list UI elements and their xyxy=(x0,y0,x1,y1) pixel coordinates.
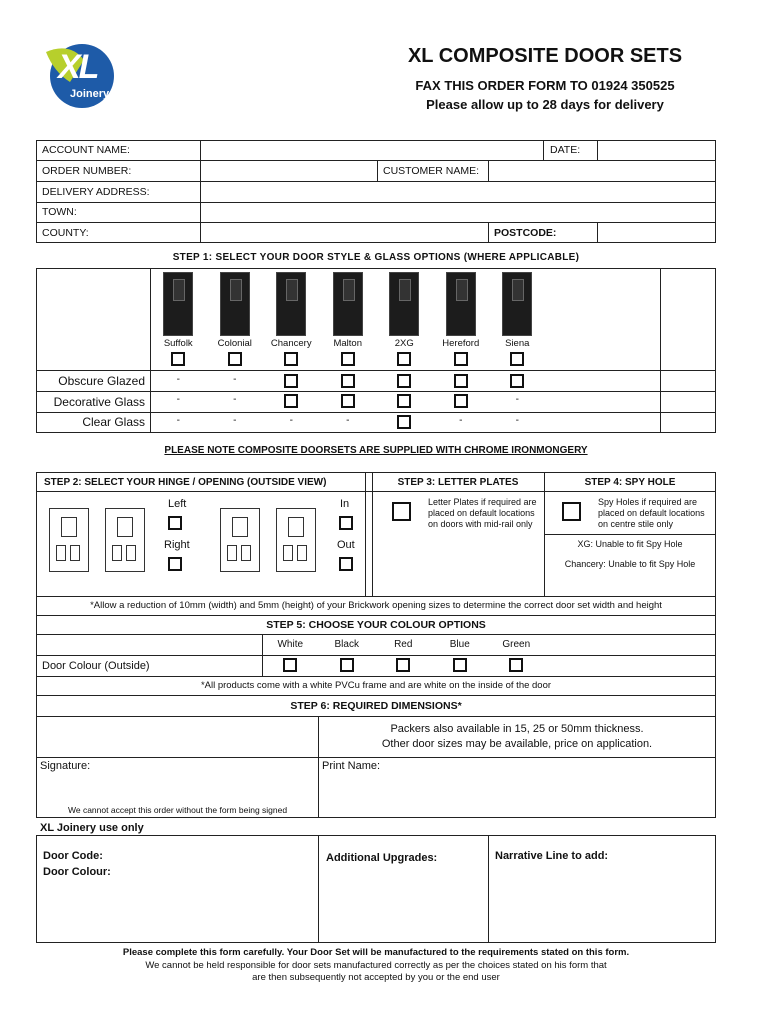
glass-option-checkbox[interactable] xyxy=(341,374,355,388)
colour-option-checkbox[interactable] xyxy=(509,658,523,672)
door-style-image xyxy=(446,272,476,336)
glass-row-label: Clear Glass xyxy=(82,415,145,429)
door-style-image xyxy=(502,272,532,336)
order-number-label: ORDER NUMBER: xyxy=(42,165,132,177)
door-style-checkbox[interactable] xyxy=(284,352,298,366)
glass-option-unavailable: - xyxy=(233,374,237,385)
colour-option-checkbox[interactable] xyxy=(340,658,354,672)
hinge-right-in-checkbox[interactable] xyxy=(339,516,353,530)
spy-hole-checkbox[interactable] xyxy=(562,502,581,521)
glass-option-unavailable: - xyxy=(176,394,180,405)
hinge-right-label: Right xyxy=(164,539,190,551)
logo-text: XL xyxy=(58,48,98,86)
step6-title: STEP 6: REQUIRED DIMENSIONS* xyxy=(290,700,462,712)
step1-title: STEP 1: SELECT YOUR DOOR STYLE & GLASS OPTIONS (WHERE APPLICABLE) xyxy=(172,252,580,263)
logo xyxy=(40,42,120,112)
glass-option-unavailable: - xyxy=(233,394,237,405)
signature-field[interactable] xyxy=(37,775,318,803)
door-style-checkbox[interactable] xyxy=(341,352,355,366)
door-style-label: Malton xyxy=(333,338,362,349)
door-style-checkbox[interactable] xyxy=(454,352,468,366)
door-style-image xyxy=(163,272,193,336)
glass-option-checkbox[interactable] xyxy=(397,374,411,388)
date-label: DATE: xyxy=(550,144,581,156)
step4-title: STEP 4: SPY HOLE xyxy=(584,477,676,488)
door-style-image xyxy=(389,272,419,336)
door-style-checkbox[interactable] xyxy=(171,352,185,366)
glass-option-unavailable: - xyxy=(289,415,293,426)
spy-note-chancery: Chancery: Unable to fit Spy Hole xyxy=(564,559,696,569)
town-field[interactable] xyxy=(201,203,715,222)
colour-option-label: Black xyxy=(334,639,359,650)
colour-option-label: Red xyxy=(394,639,413,650)
spy-hole-text: Spy Holes if required are placed on default locations on centre stile only xyxy=(598,497,705,529)
account-name-label: ACCOUNT NAME: xyxy=(42,144,130,156)
page-title: XL COMPOSITE DOOR SETS xyxy=(407,45,683,67)
postcode-label: POSTCODE: xyxy=(494,227,557,239)
customer-name-label: CUSTOMER NAME: xyxy=(383,165,480,177)
footer-line1: Please complete this form carefully. Your Door Set will be manufactured to the requirements stated on this form. xyxy=(122,947,630,958)
hinge-left-in-checkbox[interactable] xyxy=(168,516,182,530)
door-colour-office-label: Door Colour: xyxy=(43,866,111,878)
postcode-field[interactable] xyxy=(598,223,715,243)
glass-option-checkbox[interactable] xyxy=(284,374,298,388)
delivery-line: Please allow up to 28 days for delivery xyxy=(426,97,664,112)
chrome-note: PLEASE NOTE COMPOSITE DOORSETS ARE SUPPLIED WITH CHROME IRONMONGERY xyxy=(164,445,588,456)
glass-option-checkbox[interactable] xyxy=(454,394,468,408)
logo-sub: Joinery xyxy=(70,88,110,100)
step2-title: STEP 2: SELECT YOUR HINGE / OPENING (OUTSIDE VIEW) xyxy=(44,477,327,488)
footer-line3: are then subsequently not accepted by you or the end user xyxy=(252,972,500,983)
colour-option-checkbox[interactable] xyxy=(453,658,467,672)
hinge-left-out-icon xyxy=(220,508,260,572)
hinge-left-out-checkbox[interactable] xyxy=(168,557,182,571)
door-style-checkbox[interactable] xyxy=(397,352,411,366)
glass-option-checkbox[interactable] xyxy=(510,374,524,388)
delivery-address-field[interactable] xyxy=(201,182,715,202)
letter-plate-checkbox[interactable] xyxy=(392,502,411,521)
county-field[interactable] xyxy=(201,223,488,243)
glass-option-checkbox[interactable] xyxy=(284,394,298,408)
delivery-address-label: DELIVERY ADDRESS: xyxy=(42,186,150,198)
door-colour-label: Door Colour (Outside) xyxy=(42,660,150,672)
door-code-label: Door Code: xyxy=(43,850,103,862)
door-style-image xyxy=(220,272,250,336)
signature-warning: We cannot accept this order without the form being signed xyxy=(68,805,288,815)
glass-option-unavailable: - xyxy=(233,415,237,426)
account-name-field[interactable] xyxy=(201,141,543,160)
customer-name-field[interactable] xyxy=(489,161,715,181)
colour-option-label: Green xyxy=(502,639,531,650)
print-name-label: Print Name: xyxy=(322,760,381,772)
glass-option-unavailable: - xyxy=(176,374,180,385)
glass-option-unavailable: - xyxy=(459,415,463,426)
narrative-label: Narrative Line to add: xyxy=(495,850,609,862)
hinge-left-label: Left xyxy=(168,498,187,510)
door-style-checkbox[interactable] xyxy=(228,352,242,366)
fax-line: FAX THIS ORDER FORM TO 01924 350525 xyxy=(415,78,675,93)
glass-row-label: Obscure Glazed xyxy=(58,374,145,388)
print-name-field[interactable] xyxy=(319,775,715,817)
colour-option-checkbox[interactable] xyxy=(396,658,410,672)
glass-row-label: Decorative Glass xyxy=(53,395,145,409)
colour-option-label: Blue xyxy=(449,639,470,650)
signature-label: Signature: xyxy=(40,760,91,772)
colour-option-label: White xyxy=(277,639,304,650)
glass-option-unavailable: - xyxy=(176,415,180,426)
door-style-label: Siena xyxy=(505,338,530,349)
glass-option-unavailable: - xyxy=(515,394,519,405)
hinge-in-label: In xyxy=(340,498,350,510)
order-number-field[interactable] xyxy=(201,161,377,181)
spy-note-xg: XG: Unable to fit Spy Hole xyxy=(577,539,683,549)
packers-note: Packers also available in 15, 25 or 50mm thickness. xyxy=(390,723,644,735)
dimensions-field[interactable] xyxy=(37,717,318,757)
upgrades-label: Additional Upgrades: xyxy=(326,852,438,864)
glass-option-checkbox[interactable] xyxy=(341,394,355,408)
frame-note: *All products come with a white PVCu frame and are white on the inside of the door xyxy=(200,680,552,691)
county-label: COUNTY: xyxy=(42,227,89,239)
date-field[interactable] xyxy=(598,141,715,160)
hinge-out-label: Out xyxy=(337,539,355,551)
office-title: XL Joinery use only xyxy=(40,822,144,834)
door-style-checkbox[interactable] xyxy=(510,352,524,366)
hinge-right-out-icon xyxy=(276,508,316,572)
glass-option-unavailable: - xyxy=(346,415,350,426)
step3-title: STEP 3: LETTER PLATES xyxy=(397,477,519,488)
door-style-image xyxy=(276,272,306,336)
step5-title: STEP 5: CHOOSE YOUR COLOUR OPTIONS xyxy=(266,619,486,631)
glass-option-checkbox[interactable] xyxy=(397,394,411,408)
colour-option-checkbox[interactable] xyxy=(283,658,297,672)
glass-option-checkbox[interactable] xyxy=(454,374,468,388)
door-style-label: Hereford xyxy=(442,338,480,349)
door-style-label: Colonial xyxy=(217,338,252,349)
hinge-left-in-icon xyxy=(49,508,89,572)
door-style-image xyxy=(333,272,363,336)
door-style-label: 2XG xyxy=(394,338,414,349)
letter-plate-text: Letter Plates if required are placed on default locations on doors with mid-rail only xyxy=(428,497,537,529)
footer-line2: We cannot be held responsible for door sets manufactured correctly as per the choices stated on his form that xyxy=(145,960,607,971)
other-sizes-note: Other door sizes may be available, price on application. xyxy=(381,738,653,750)
hinge-right-in-icon xyxy=(105,508,145,572)
glass-option-unavailable: - xyxy=(515,415,519,426)
brickwork-note: *Allow a reduction of 10mm (width) and 5mm (height) of your Brickwork opening sizes to determine the correct door set width and height xyxy=(90,600,662,611)
hinge-right-out-checkbox[interactable] xyxy=(339,557,353,571)
door-style-label: Chancery xyxy=(270,338,312,349)
glass-option-checkbox[interactable] xyxy=(397,415,411,429)
town-label: TOWN: xyxy=(42,206,77,218)
door-style-label: Suffolk xyxy=(163,338,193,349)
